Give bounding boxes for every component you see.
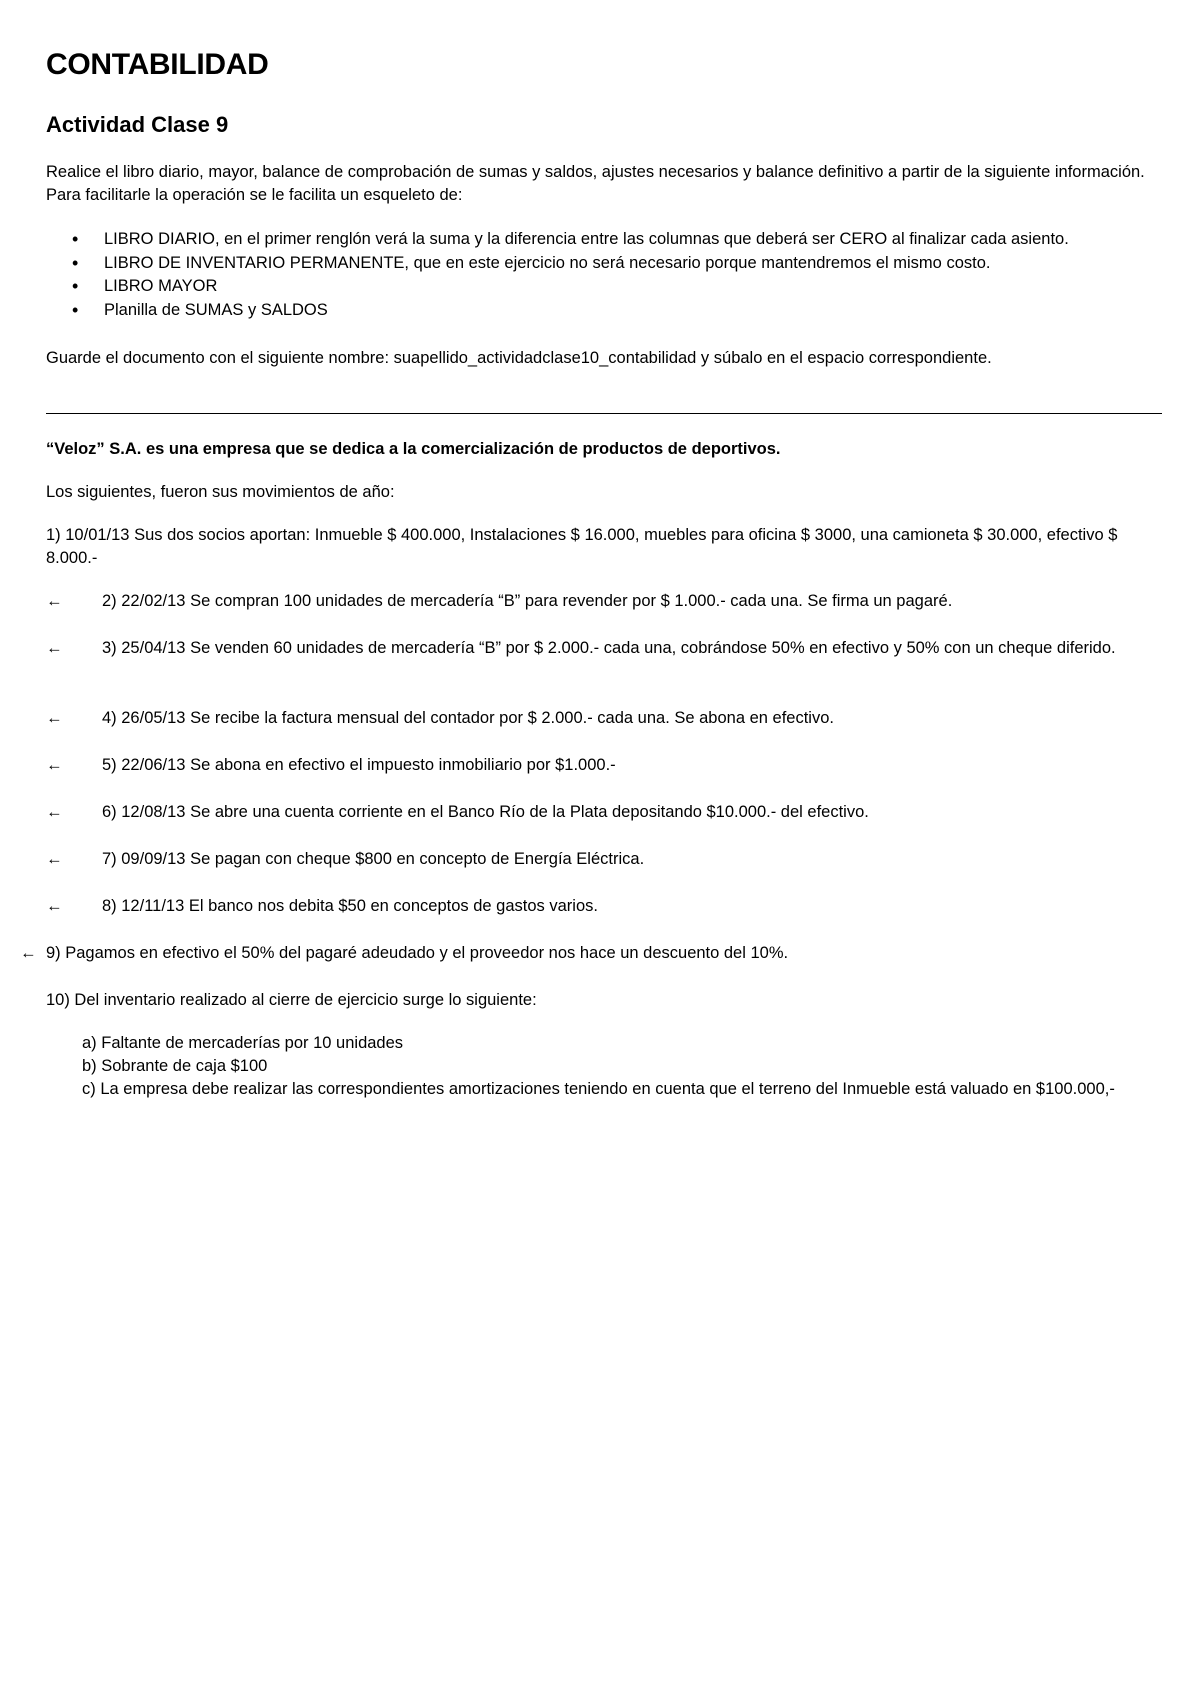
list-item: c) La empresa debe realizar las correspondientes amortizaciones teniendo en cuenta que el terreno del Inmueble está valuado en $100.000,- (82, 1080, 1115, 1098)
list-item (46, 252, 1069, 276)
list-item: a) Faltante de mercaderías por 10 unidades (82, 1034, 404, 1052)
movement-item: 1) 10/01/13 Sus dos socios aportan: Inmueble $ 400.000, Instalaciones $ 16.000, muebles para oficina $ 3000, una camioneta $ 30.000, efectivo $ 8.000.- (46, 526, 1118, 567)
movement-text: 2) 22/02/13 Se compran 100 unidades de mercadería “B” para revender por $ 1.000.- cada una. Se firma un pagaré. (102, 592, 953, 610)
left-arrow-icon: ← (46, 709, 63, 727)
left-arrow-icon: ← (46, 756, 63, 774)
left-arrow-icon: ← (46, 897, 63, 915)
movement-text: 7) 09/09/13 Se pagan con cheque $800 en concepto de Energía Eléctrica. (102, 850, 645, 868)
list-item: b) Sobrante de caja $100 (82, 1057, 268, 1075)
document-title: CONTABILIDAD (46, 48, 269, 81)
movement-item (20, 942, 1162, 965)
movement-item (46, 848, 1162, 871)
movement-text: 6) 12/08/13 Se abre una cuenta corriente en el Banco Río de la Plata depositando $10.000.- del efectivo. (102, 803, 869, 821)
list-item-text: LIBRO DE INVENTARIO PERMANENTE, que en este ejercicio no será necesario porque mantendremos el mismo costo. (104, 253, 991, 272)
bullet-list (46, 228, 1069, 322)
movements-intro: Los siguientes, fueron sus movimientos de año: (46, 483, 395, 501)
horizontal-divider (46, 413, 1162, 414)
movement-text: 8) 12/11/13 El banco nos debita $50 en conceptos de gastos varios. (102, 897, 598, 915)
company-description: “Veloz” S.A. es una empresa que se dedica a la comercialización de productos de deportivos. (46, 440, 781, 458)
bullet-icon: • (72, 299, 79, 320)
left-arrow-icon: ← (46, 803, 63, 821)
intro-paragraph: Realice el libro diario, mayor, balance de comprobación de sumas y saldos, ajustes necesarios y balance definitivo a partir de la siguiente información. Para facilitarle la operación se le facilita un esqueleto de: (46, 163, 1145, 204)
left-arrow-icon: ← (46, 592, 63, 610)
left-arrow-icon: ← (46, 850, 63, 868)
list-item-text: LIBRO MAYOR (104, 277, 218, 295)
movement-text: 9) Pagamos en efectivo el 50% del pagaré adeudado y el proveedor nos hace un descuento del 10%. (46, 944, 789, 962)
movement-item (46, 895, 1162, 918)
bullet-icon: • (72, 276, 79, 296)
movement-text: 3) 25/04/13 Se venden 60 unidades de mercadería “B” por $ 2.000.- cada una, cobrándose 50% en efectivo y 50% con un cheque diferido. (102, 639, 1116, 657)
movement-item (46, 637, 1162, 660)
movement-item (46, 754, 1162, 777)
movement-item: 10) Del inventario realizado al cierre de ejercicio surge lo siguiente: (46, 991, 537, 1009)
movement-text: 4) 26/05/13 Se recibe la factura mensual del contador por $ 2.000.- cada una. Se abona en efectivo. (102, 709, 834, 727)
inventory-findings (82, 1032, 1122, 1101)
list-item-text: Planilla de SUMAS y SALDOS (104, 300, 328, 319)
left-arrow-icon: ← (46, 639, 63, 657)
list-item (46, 228, 1069, 252)
left-arrow-icon: ← (20, 944, 37, 962)
bullet-icon: • (72, 229, 79, 249)
movement-text: 5) 22/06/13 Se abona en efectivo el impuesto inmobiliario por $1.000.- (102, 756, 616, 774)
movement-item (46, 590, 1162, 613)
list-item (46, 299, 1069, 323)
bullet-icon: • (72, 252, 79, 273)
list-item (46, 275, 1069, 299)
movement-item (46, 707, 1162, 730)
movement-item (46, 801, 1162, 824)
activity-subtitle: Actividad Clase 9 (46, 112, 229, 137)
list-item-text: LIBRO DIARIO, en el primer renglón verá la suma y la diferencia entre las columnas que deberá ser CERO al finalizar cada asiento. (104, 230, 1069, 248)
save-instructions: Guarde el documento con el siguiente nombre: suapellido_actividadclase10_contabilidad y súbalo en el espacio correspondiente. (46, 349, 992, 367)
